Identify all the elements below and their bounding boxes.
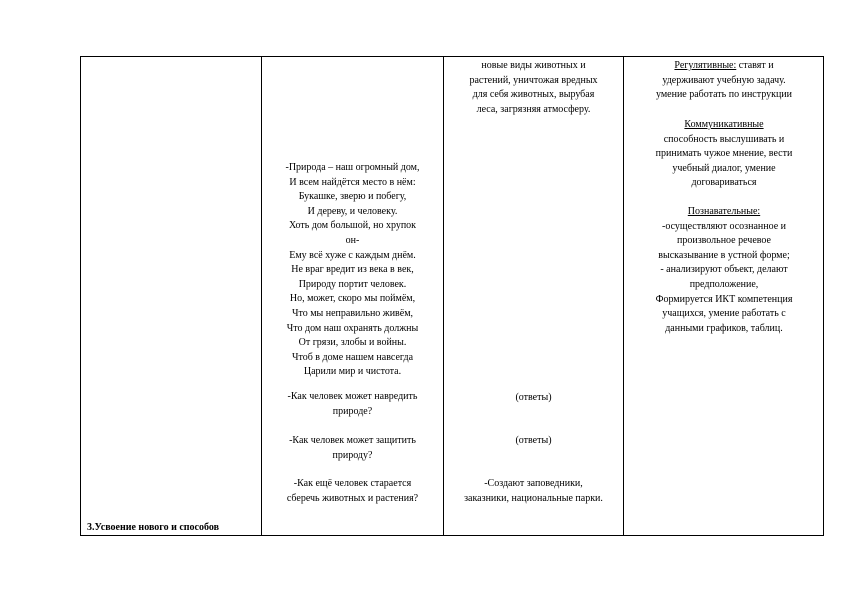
poem-line: Букашке, зверю и побегу, bbox=[298, 191, 407, 203]
cognitive-block: Познавательные: -осуществляют осознанное и произвольное речевое высказывание в устной форме; - анализируют объект, делают предположение, Формируется ИКТ компетенция учащихся, умение работать с данными графиков, таблиц. bbox=[624, 205, 824, 336]
cognitive-heading: Познавательные: bbox=[687, 206, 761, 217]
question: -Как ещё человек старается сберечь животных и растения? bbox=[286, 478, 419, 504]
poem bbox=[262, 161, 443, 380]
communicative-heading: Коммуникативные bbox=[684, 119, 764, 130]
lesson-table bbox=[80, 56, 824, 536]
stage-label: 3.Усвоение нового и способов bbox=[87, 522, 219, 533]
question: -Как человек может защитить природу? bbox=[289, 435, 416, 461]
answer: (ответы) bbox=[515, 435, 552, 446]
answer: -Создают заповедники, заказники, национальные парки. bbox=[464, 478, 603, 504]
poem-line: И дереву, и человеку. bbox=[307, 205, 398, 217]
regulative-heading: Регулятивные: bbox=[674, 60, 737, 71]
poem-line: Ему всё хуже с каждым днём. bbox=[289, 249, 416, 261]
answer: (ответы) bbox=[515, 392, 552, 403]
poem-line: И всем найдётся место в нём: bbox=[289, 176, 416, 188]
poem-line: Что дом наш охранять должны bbox=[286, 322, 419, 334]
poem-line: он- bbox=[345, 234, 360, 246]
poem-line: Что мы неправильно живём, bbox=[291, 307, 414, 319]
stage-cell bbox=[81, 57, 261, 535]
poem-line: Царили мир и чистота. bbox=[303, 366, 402, 378]
question: -Как человек может навредить природе? bbox=[287, 391, 418, 417]
poem-line: Не враг вредит из века в век, bbox=[291, 264, 414, 276]
regulative-block: Регулятивные: ставят и удерживают учебную задачу. умение работать по инструкции bbox=[655, 60, 793, 101]
poem-line: От грязи, злобы и войны. bbox=[298, 337, 407, 349]
student-cell bbox=[444, 57, 623, 535]
poem-line: -Природа – наш огромный дом, bbox=[285, 162, 420, 173]
teacher-cell bbox=[262, 57, 443, 535]
uud-cell bbox=[624, 57, 824, 535]
poem-line: Хоть дом большой, но хрупок bbox=[288, 220, 417, 232]
poem-line: Природу портит человек. bbox=[298, 278, 407, 290]
poem-line: Чтоб в доме нашем навсегда bbox=[291, 351, 414, 363]
communicative-block: Коммуникативные способность выслушивать и принимать чужое мнение, вести учебный диалог, умение договариваться bbox=[624, 118, 824, 191]
student-text: новые виды животных и растений, уничтожая вредных для себя животных, вырубая леса, загрязняя атмосферу. bbox=[469, 60, 598, 115]
poem-line: Но, может, скоро мы поймём, bbox=[289, 293, 416, 305]
